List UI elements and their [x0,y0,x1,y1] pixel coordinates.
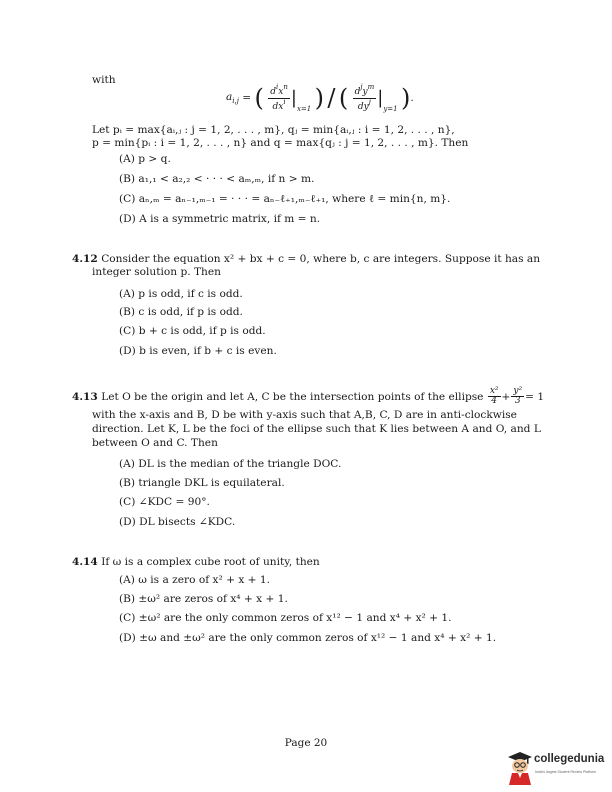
question-number: 4.14 [72,556,98,568]
q412-option-a: (A) p is odd, if c is odd. [119,288,243,300]
question-4-13-line-2: with the x-axis and B, D be with y-axis such that A,B, C, D are in anti-clockwise [92,409,517,421]
question-4-13-line-4: between O and C. Then [92,437,218,449]
top-option-d: (D) A is a symmetric matrix, if m = n. [119,213,321,225]
question-number: 4.13 [72,390,98,403]
q413-option-b: (B) triangle DKL is equilateral. [119,477,285,489]
q414-option-b: (B) ±ω² are zeros of x⁴ + x + 1. [119,593,288,605]
top-option-b: (B) a₁,₁ < a₂,₂ < · · · < aₘ,ₘ, if n > m. [119,173,315,185]
q413-option-c: (C) ∠KDC = 90°. [119,496,210,508]
q414-option-c: (C) ±ω² are the only common zeros of x¹² − 1 and x⁴ + x² + 1. [119,612,452,624]
y-derivative: $\frac{d^jy^m}{dy^j}$ [354,83,375,112]
question-4-12 [72,253,540,265]
top-option-c: (C) aₙ,ₘ = aₙ₋₁,ₘ₋₁ = · · · = aₙ₋ℓ₊₁,ₘ₋ℓ₊₁, where ℓ = min{n, m}. [119,193,451,205]
page-number: Page 20 [284,737,328,749]
formula-lhs: $a_{i,j}$ [226,91,239,105]
top-option-a: (A) p > q. [119,153,171,165]
ellipse-y-term: $\frac{\text{y²}}{3}$ [513,386,523,407]
collegedunia-logo[interactable] [506,749,606,789]
question-number: 4.12 [72,253,98,265]
ellipse-rhs: = 1 [525,390,545,403]
with-label: with [92,74,116,86]
brand-tagline: India's largest Student Review Platform [535,770,596,774]
q413-option-a: (A) DL is the median of the triangle DOC. [119,458,342,470]
question-text: Let O be the origin and let A, C be the intersection points of the ellipse [101,390,484,403]
question-4-14 [72,556,320,568]
question-4-13-line-3: direction. Let K, L be the foci of the ellipse such that K lies between A and O, and L [92,423,541,435]
ellipse-x-term: $\frac{\text{x²}}{4}$ [489,386,499,407]
x-derivative: $\frac{d^ix^n}{dx^i}$ [270,83,288,112]
q412-option-d: (D) b is even, if b + c is even. [119,345,277,357]
question-text: Consider the equation x² + bx + c = 0, where b, c are integers. Suppose it has an [101,253,541,265]
definition-line-2: p = min{pᵢ : i = 1, 2, . . . , n} and q = max{qⱼ : j = 1, 2, . . . , m}. Then [92,137,469,149]
brand-name: collegedunia [534,753,605,765]
question-4-13: 4.13 Let O be the origin and let A, C be the intersection points of the ellipse $\frac{\text{x²}}{4}$ + $\frac{\text{y²}}{3}$ = 1 [72,386,545,407]
q412-option-b: (B) c is odd, if p is odd. [119,306,243,318]
question-4-12-line-2: integer solution p. Then [92,266,221,278]
graduate-mascot-icon [506,749,534,785]
question-text: If ω is a complex cube root of unity, then [101,556,320,568]
matrix-formula: $a_{i,j}$ = ( $\frac{d^ix^n}{dx^i}$ $|_{x=1}$ ) / ( $\frac{d^jy^m}{dy^j}$ $|_{y=1}$ ). [226,83,414,113]
q412-option-c: (C) b + c is odd, if p is odd. [119,325,266,337]
q414-option-d: (D) ±ω and ±ω² are the only common zeros of x¹² − 1 and x⁴ + x² + 1. [119,632,497,644]
q413-option-d: (D) DL bisects ∠KDC. [119,516,236,528]
q414-option-a: (A) ω is a zero of x² + x + 1. [119,574,271,586]
definition-line-1: Let pᵢ = max{aᵢ,ⱼ : j = 1, 2, . . . , m}, qⱼ = min{aᵢ,ⱼ : i = 1, 2, . . . , n}, [92,124,455,136]
